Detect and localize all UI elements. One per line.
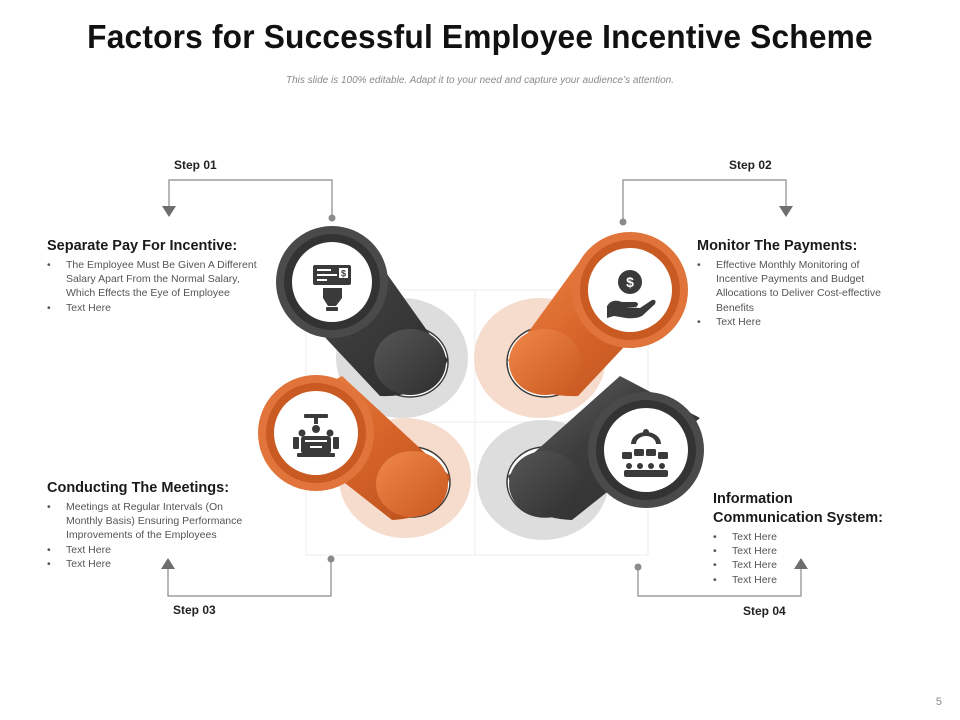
step-02-label: Step 02 <box>729 158 772 172</box>
arrow-down-icon <box>162 206 176 217</box>
bullet-item: • Text Here <box>713 558 923 572</box>
step-01-heading: Separate Pay For Incentive: <box>47 238 238 254</box>
step-04-heading-line1: Information <box>713 491 793 507</box>
connector-dot-01 <box>329 215 336 222</box>
connector-dot-02 <box>620 219 627 226</box>
bullet-item: • Text Here <box>47 557 262 571</box>
bullet-item: • Text Here <box>47 543 262 557</box>
bullet-item: • Text Here <box>713 544 923 558</box>
step-02-text <box>697 237 897 329</box>
step-03-label: Step 03 <box>173 603 216 617</box>
bullet-item: • Text Here <box>47 301 262 315</box>
bullet-item: • Meetings at Regular Intervals (On Monthly Basis) Ensuring Performance Improvements of the Employees <box>47 500 262 543</box>
step-01-label: Step 01 <box>174 158 217 172</box>
connector-dot-04 <box>635 564 642 571</box>
slide-title: Factors for Successful Employee Incentive Scheme <box>87 18 873 55</box>
bullet-item: • The Employee Must Be Given A Different Salary Apart From the Normal Salary, Which Effects the Eye of Employee <box>47 258 262 301</box>
step-02-heading: Monitor The Payments: <box>697 238 858 254</box>
step-03-bullets <box>47 500 262 571</box>
step-03-heading: Conducting The Meetings: <box>47 480 230 496</box>
connector-step-01 <box>169 180 332 218</box>
step-04-bullets <box>713 530 923 587</box>
svg-text:$: $ <box>340 268 347 279</box>
step-04-text <box>713 490 923 587</box>
svg-text:$: $ <box>626 274 634 290</box>
slide-subtitle: This slide is 100% editable. Adapt it to your need and capture your audience’s attention. <box>285 75 675 86</box>
bullet-item: • Text Here <box>713 530 923 544</box>
step-02-bullets <box>697 258 897 329</box>
bullet-item: • Text Here <box>697 315 897 329</box>
step-04-label: Step 04 <box>743 604 786 618</box>
step-01-bullets <box>47 258 262 315</box>
bullet-item: • Effective Monthly Monitoring of Incentive Payments and Budget Allocations to Deliver Cost-effective Benefits <box>697 258 897 315</box>
page-number: 5 <box>935 696 942 708</box>
connector-dot-03 <box>328 556 335 563</box>
step-01-text <box>47 237 262 315</box>
step-04-heading-line2: Communication System: <box>713 510 883 526</box>
arrow-down-icon <box>779 206 793 217</box>
step-03-text <box>47 479 262 571</box>
bullet-item: • Text Here <box>713 573 923 587</box>
connector-step-02 <box>623 180 786 222</box>
